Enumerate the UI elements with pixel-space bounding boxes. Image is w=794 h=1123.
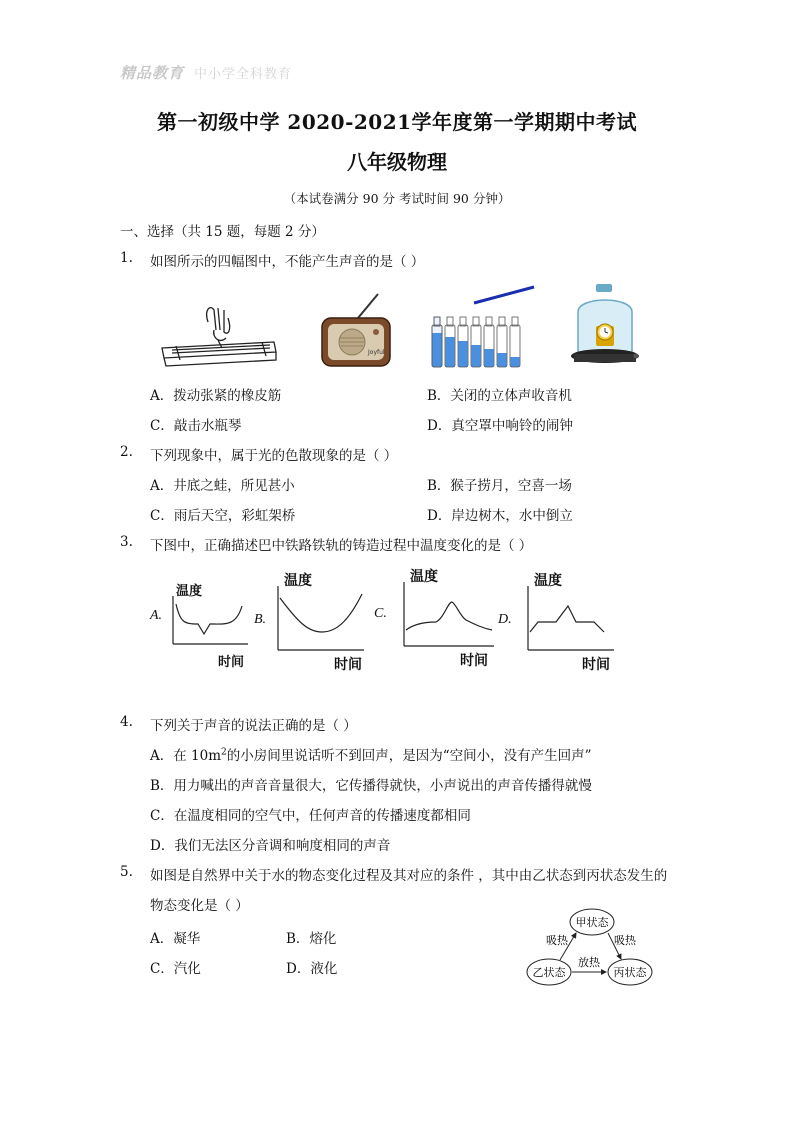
graph-c-xlabel: 时间 [460, 653, 488, 669]
q5-option-c: C．汽化 [150, 961, 201, 977]
q1-option-b: B．关闭的立体声收音机 [427, 388, 572, 404]
q4-option-a-pre: A．在 10m [150, 748, 222, 764]
radio-image [318, 292, 394, 374]
graph-b-ylabel: 温度 [284, 573, 312, 589]
q4-option-a [150, 744, 592, 764]
q4-option-a-sup: 2 [221, 747, 227, 758]
q5-option-a: A．凝华 [150, 931, 201, 947]
q5-text-line2: 物态变化是（ ） [150, 898, 249, 914]
edge-bottom-label: 放热 [578, 956, 600, 969]
q5-option-b: B．熔化 [286, 931, 337, 947]
q1-text: 如图所示的四幅图中，不能产生声音的是（ ） [150, 254, 425, 270]
exam-subtitle: 八年级物理 [347, 150, 447, 174]
q4-text: 下列关于声音的说法正确的是（ ） [150, 718, 357, 734]
graph-a-letter: A. [150, 608, 163, 623]
watermark-logo: 精品教育 [120, 64, 185, 82]
graph-b-xlabel: 时间 [334, 657, 362, 673]
q2-number: 2. [120, 444, 133, 460]
q1-number: 1. [120, 250, 133, 266]
watermark [120, 62, 292, 83]
q4-option-b: B．用力喊出的声音音量很大，它传播得就快，小声说出的声音传播得就慢 [150, 778, 592, 794]
edge-left-label: 吸热 [546, 934, 568, 947]
graph-b-plot [274, 586, 366, 654]
radio-brand: Joyful [368, 349, 385, 356]
graph-a-xlabel: 时间 [218, 655, 245, 670]
graph-b-letter: B. [254, 612, 267, 627]
q1-option-a: A．拨动张紧的橡皮筋 [150, 388, 282, 404]
q2-option-c: C．雨后天空，彩虹架桥 [150, 508, 296, 524]
graph-a-plot [170, 596, 250, 648]
edge-right-label: 吸热 [614, 934, 636, 947]
q3-text: 下图中，正确描述巴中铁路铁轨的铸造过程中温度变化的是（ ） [150, 538, 533, 554]
q4-option-d: D．我们无法区分音调和响度相同的声音 [150, 838, 391, 854]
graph-c-curve [406, 602, 492, 630]
state-diagram [524, 906, 656, 990]
graph-b-curve [280, 594, 362, 632]
node-jia-label: 甲状态 [575, 916, 609, 929]
exam-title: 第一初级中学 2020-2021学年度第一学期期中考试 [156, 110, 638, 134]
q1-option-d: D．真空罩中响铃的闹钟 [427, 418, 573, 434]
exam-note: （本试卷满分 90 分 考试时间 90 分钟） [283, 191, 511, 206]
section-heading: 一、选择（共 15 题，每题 2 分） [120, 224, 325, 240]
graph-d-xlabel: 时间 [582, 657, 610, 673]
rubber-band-image [158, 300, 280, 372]
watermark-text: 中小学全科教育 [194, 67, 293, 82]
graph-d-plot [524, 586, 616, 654]
q2-text: 下列现象中，属于光的色散现象的是（ ） [150, 448, 398, 464]
q5-option-d: D．液化 [286, 961, 338, 977]
graph-c-plot [400, 582, 496, 650]
q3-number: 3. [120, 534, 133, 550]
q1-option-c: C．敲击水瓶琴 [150, 418, 242, 434]
q4-option-a-post: 的小房间里说话听不到回声，是因为“空间小，没有产生回声” [226, 748, 592, 764]
node-yi-label: 乙状态 [532, 966, 566, 979]
graph-a-ylabel: 温度 [176, 584, 203, 599]
graph-d-letter: D. [498, 612, 512, 627]
graph-c-letter: C. [374, 606, 387, 621]
q5-text-line1: 如图是自然界中关于水的物态变化过程及其对应的条件 ，其中由乙状态到丙状态发生的 [150, 868, 668, 884]
q2-option-d: D．岸边树木，水中倒立 [427, 508, 573, 524]
q4-number: 4. [120, 714, 133, 730]
graph-a-curve [176, 604, 242, 634]
node-bing-label: 丙状态 [613, 966, 647, 979]
bell-jar-image [568, 282, 642, 372]
water-bottles-image [430, 285, 540, 371]
q4-option-c: C．在温度相同的空气中，任何声音的传播速度都相同 [150, 808, 471, 824]
graph-d-ylabel: 温度 [534, 573, 562, 589]
q2-option-a: A．井底之蛙，所见甚小 [150, 478, 295, 494]
graph-d-curve [530, 606, 604, 632]
q5-number: 5. [120, 864, 133, 880]
graph-c-ylabel: 温度 [410, 569, 438, 585]
q2-option-b: B．猴子捞月，空喜一场 [427, 478, 572, 494]
